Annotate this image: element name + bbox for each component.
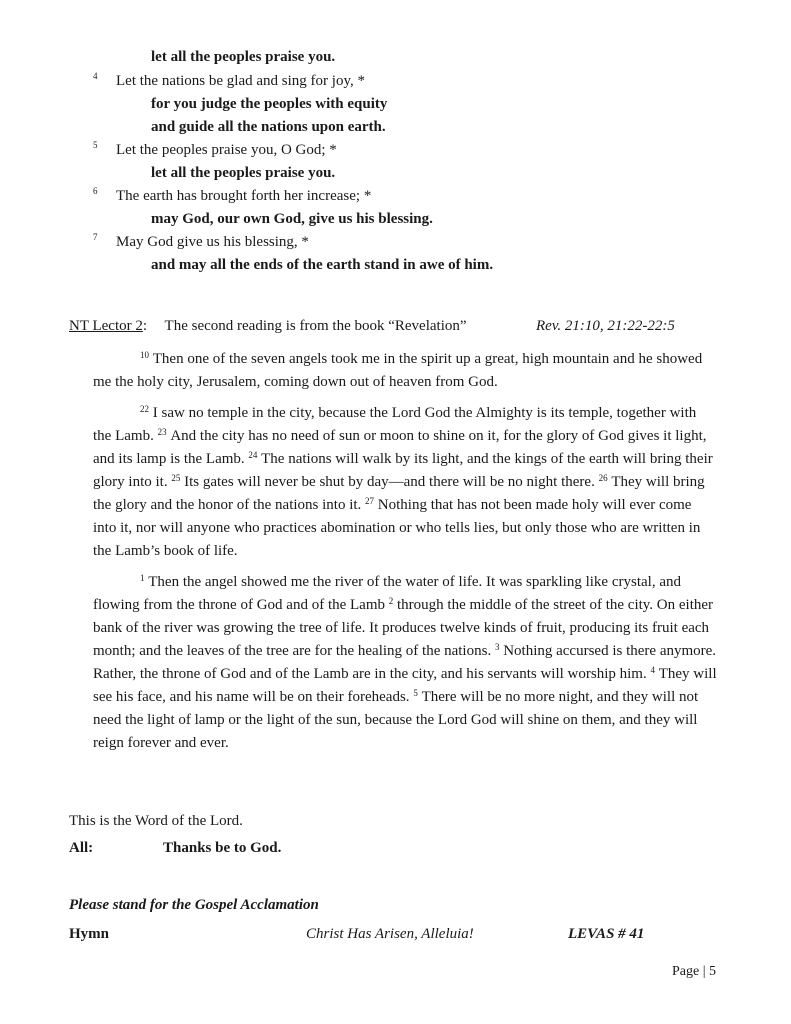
- verse-text: They will bring the glory and the honor of the nations into it.: [93, 474, 705, 513]
- reading-paragraph: [93, 571, 718, 755]
- lector-colon: :: [142, 318, 148, 334]
- verse-number: 25: [171, 473, 181, 483]
- psalm-line: for you judge the peoples with equity: [151, 96, 388, 112]
- scripture-reference: Rev. 21:10, 21:22-22:5: [536, 318, 675, 334]
- hymn-title: Christ Has Arisen, Alleluia!: [306, 926, 474, 942]
- verse-text: Its gates will never be shut by day—and there will be no night there.: [184, 474, 599, 490]
- reading-text: [93, 348, 718, 763]
- psalm-line: and guide all the nations upon earth.: [151, 119, 386, 135]
- verse-number: 2: [388, 596, 394, 606]
- page-label: Page: [672, 964, 700, 979]
- verse-text: Then the angel showed me the river of the water of life. It was sparkling like crystal, and flowing from the throne of God and of the Lamb: [93, 574, 681, 613]
- psalm-line: May God give us his blessing, *: [116, 234, 309, 250]
- verse-text: The nations will walk by its light, and the kings of the earth will bring their glory into it.: [93, 451, 713, 490]
- verse-number: 3: [494, 642, 500, 652]
- psalm-line: Let the nations be glad and sing for joy, *: [116, 73, 365, 89]
- verse-number: 22: [140, 404, 149, 414]
- hymn-number: LEVAS # 41: [568, 926, 645, 942]
- psalm-line: Let the peoples praise you, O God; *: [116, 142, 337, 158]
- verse-number: 27: [365, 496, 375, 506]
- stand-instruction: Please stand for the Gospel Acclamation: [69, 897, 319, 913]
- psalm-line: and may all the ends of the earth stand in awe of him.: [151, 257, 494, 273]
- psalm-line: let all the peoples praise you.: [151, 49, 336, 65]
- verse-number: 4: [650, 665, 655, 675]
- verse-text: And the city has no need of sun or moon to shine on it, for the glory of God gives it light, and its lamp is the Lamb.: [93, 428, 707, 467]
- page-separator: |: [702, 964, 706, 979]
- lector-heading: [69, 318, 675, 335]
- reading-paragraph: [93, 402, 718, 563]
- verse-number: 5: [413, 688, 418, 698]
- response-text: Thanks be to God.: [163, 840, 282, 856]
- closing-statement: [69, 813, 243, 830]
- psalm-line: may God, our own God, give us his blessing.: [151, 211, 433, 227]
- psalm-line: let all the peoples praise you.: [151, 165, 336, 181]
- verse-number: 4: [93, 71, 98, 81]
- word-of-the-lord: This is the Word of the Lord.: [69, 813, 243, 829]
- verse-text: Nothing that has not been made holy will ever come into it, nor will anyone who practices abomination or who tells lies, but only those who are written in the Lamb’s book of life.: [93, 497, 701, 559]
- verse-number: 26: [598, 473, 608, 483]
- verse-number: 7: [93, 232, 98, 242]
- verse-number: 23: [157, 427, 167, 437]
- page-footer: [672, 964, 716, 980]
- verse-text: Then one of the seven angels took me in the spirit up a great, high mountain and he showed me the holy city, Jerusalem, coming down out of heaven from God.: [93, 351, 703, 390]
- lector-role: NT Lector 2: [69, 318, 143, 334]
- psalm-line: The earth has brought forth her increase; *: [116, 188, 372, 204]
- verse-text: There will be no more night, and they will not need the light of lamp or the light of the sun, because the Lord God will shine on them, and they will reign forever and ever.: [93, 689, 699, 751]
- verse-number: 5: [93, 140, 98, 150]
- all-label: All:: [69, 840, 94, 856]
- verse-text: through the middle of the street of the city. On either bank of the river was growing the tree of life. It produces twelve kinds of fruit, producing its fruit each month; and the leaves of the tree are for the healing of the nations.: [93, 597, 714, 659]
- verse-text: I saw no temple in the city, because the Lord God the Almighty is its temple, together with the Lamb.: [93, 405, 697, 444]
- reading-paragraph: [93, 348, 718, 394]
- verse-number: 24: [248, 450, 258, 460]
- verse-number: 10: [140, 350, 149, 360]
- verse-text: Nothing accursed is there anymore. Rather, the throne of God and of the Lamb are in the city, and his servants will worship him.: [93, 643, 717, 682]
- page-number: 5: [709, 964, 717, 979]
- hymn-label: Hymn: [69, 926, 110, 942]
- verse-number: 1: [140, 573, 145, 583]
- response-row: [69, 840, 282, 857]
- lector-intro: The second reading is from the book “Revelation”: [164, 318, 467, 334]
- verse-text: They will see his face, and his name will be on their foreheads.: [93, 666, 717, 705]
- verse-number: 6: [93, 186, 98, 196]
